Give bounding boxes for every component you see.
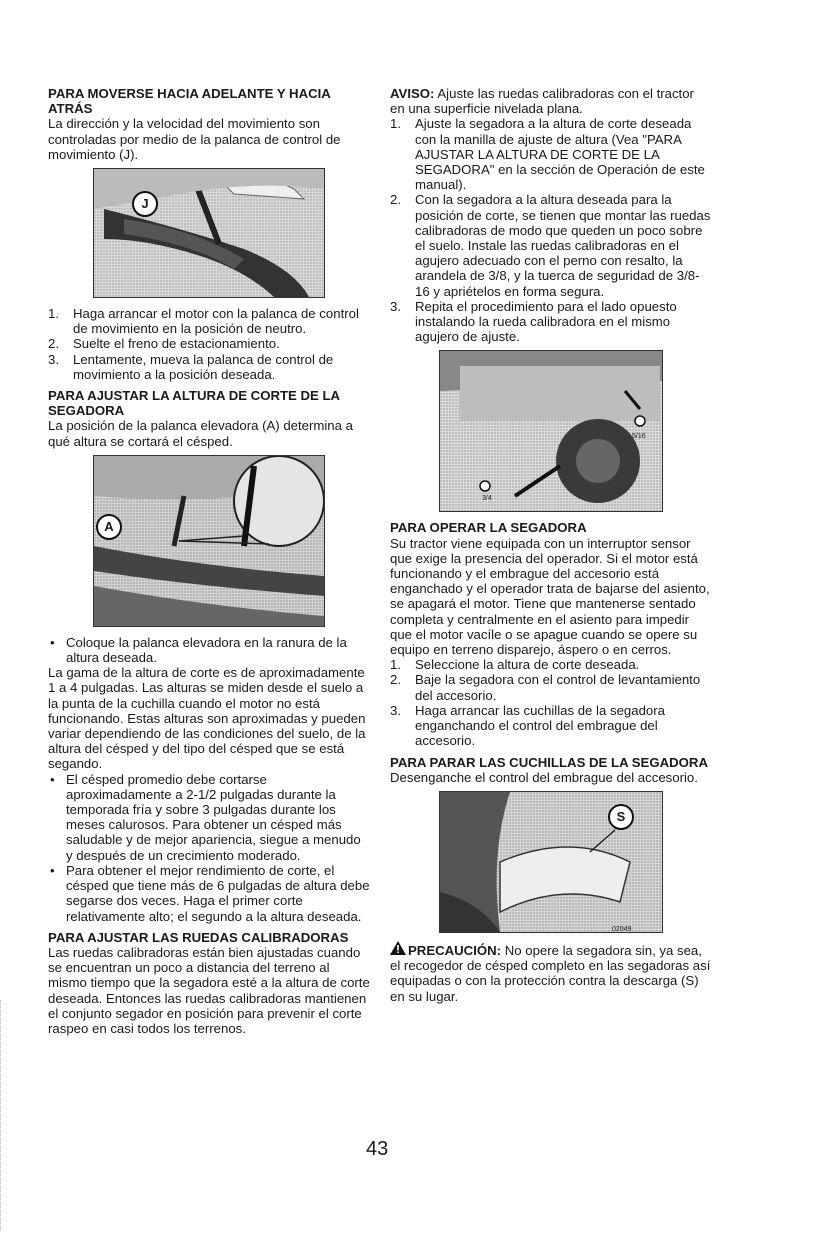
figure-gauge-wheel xyxy=(439,350,663,512)
list-item: 2. Con la segadora a la altura deseada para la posición de corte, se tienen que montar las ruedas calibradoras de modo que queden un poco sobre el suelo. Instale las ruedas calibradoras en el agujero adecuado con el perno con resalto, la arandela de 3/8, y la tuerca de seguridad de 3/8-16 y apriételos en forma segura. xyxy=(390,192,711,299)
figure-motion-control-lever xyxy=(93,168,325,298)
cutting-height-bullets xyxy=(48,635,370,665)
section-title-gauge-wheels: PARA AJUSTAR LAS RUEDAS CALIBRADORAS xyxy=(48,929,349,945)
cutting-height-tips xyxy=(48,772,370,924)
section-title-operate-mower: PARA OPERAR LA SEGADORA xyxy=(390,520,587,536)
gauge-wheel-steps xyxy=(390,116,712,344)
callout-j: J xyxy=(132,191,158,217)
fig3-label-5-16: 5/16 xyxy=(632,433,646,441)
forward-reverse-steps xyxy=(48,306,370,382)
right-column xyxy=(390,86,712,1004)
scan-margin-mark xyxy=(0,1000,15,1230)
section-title-cutting-height: PARA AJUSTAR LA ALTURA DE CORTE DE LA SEGADORA xyxy=(48,388,340,419)
fig3-label-3-4: 3/4 xyxy=(482,495,492,503)
list-item: • El césped promedio debe cortarse aproximadamente a 2-1/2 pulgadas durante la temporada fría y sobre 3 pulgadas durante los meses calurosos. Para obtener un césped más saludable y de mejor apariencia, siegue a menudo y después de un crecimiento moderado. xyxy=(50,771,361,863)
callout-s: S xyxy=(608,804,634,830)
list-item: 3. Haga arrancar las cuchillas de la segadora enganchando el control del embrague del accesorio. xyxy=(390,702,665,749)
notice-paragraph: AVISO: Ajuste las ruedas calibradoras con el tractor en una superficie nivelada plana. xyxy=(390,86,694,117)
list-item: 3. Lentamente, mueva la palanca de control de movimiento a la posición deseada. xyxy=(48,351,334,382)
list-item: 2. Suelte el freno de estacionamiento. xyxy=(48,336,280,352)
caution-notice: PRECAUCIÓN: No opere la segadora sin, ya sea, el recogedor de césped completo en las segadoras así equipadas o con la protección contra la descarga (S) en su lugar. xyxy=(390,942,711,1004)
callout-a: A xyxy=(96,514,122,540)
section-body-forward-reverse: La dirección y la velocidad del movimiento son controladas por medio de la palanca de control de movimiento (J). xyxy=(48,116,341,162)
left-column xyxy=(48,86,370,1036)
operate-mower-steps xyxy=(390,657,712,748)
section-body-stop-blades: Desenganche el control del embrague del accesorio. xyxy=(390,769,698,785)
list-item: 1. Ajuste la segadora a la altura de corte deseada con la manilla de ajuste de altura (Vea "PARA AJUSTAR LA ALTURA DE CORTE DE LA SEGADORA" en la sección de Operación de este manual). xyxy=(390,116,705,193)
warning-triangle-icon xyxy=(390,941,406,955)
notice-label: AVISO: xyxy=(390,86,435,101)
list-item: • Para obtener el mejor rendimiento de corte, el césped que tiene más de 6 pulgadas de altura debe segarse dos veces. Haga el primer corte relativamente alto; el segundo a la altura deseada. xyxy=(50,862,370,924)
list-item: 3. Repita el procedimiento para el lado opuesto instalando la rueda calibradora en el mismo agujero de ajuste. xyxy=(390,298,677,345)
page-number: 43 xyxy=(366,1138,389,1160)
cutting-height-range-paragraph: La gama de la altura de corte es de aproximadamente 1 a 4 pulgadas. Las alturas se miden desde el suelo a la punta de la cuchilla cuando el motor no está funcionando. Estas alturas son aproximadas y pueden variar dependiendo de las condiciones del suelo, de la altura del césped y del tipo del césped que se está segando. xyxy=(48,665,366,772)
list-item: • Coloque la palanca elevadora en la ranura de la altura deseada. xyxy=(50,634,347,666)
list-item: 2. Baje la segadora con el control de levantamiento del accesorio. xyxy=(390,672,701,703)
figure-lift-lever xyxy=(93,455,325,627)
figure-discharge-guard xyxy=(439,791,663,933)
section-title-forward-reverse: PARA MOVERSE HACIA ADELANTE Y HACIA ATRÁS xyxy=(48,86,331,117)
section-body-gauge-wheels: Las ruedas calibradoras están bien ajustadas cuando se encuentran un poco a distancia del terreno al mismo tiempo que la segadora esté a la altura de corte deseada. Entonces las ruedas calibradoras mantienen el conjunto segador en posición para prevenir el corte raspeo en casi todos los terrenos. xyxy=(48,944,370,1036)
caution-label: PRECAUCIÓN: xyxy=(408,942,502,958)
list-item: 1. Haga arrancar el motor con la palanca de control de movimiento en la posición de neutro. xyxy=(48,306,359,337)
section-body-operate-mower: Su tractor viene equipada con un interruptor sensor que exige la presencia del operador. Si el motor está funcionando y el embrague del accesorio está enganchado y el operador trata de bajarse del asiento, se apagará el motor. Tiene que mantenerse sentado completa y centralmente en el asiento para impedir que el motor vacíle o se apague cuando se opere su equipo en terreno disparejo, áspero o en cerros. xyxy=(390,535,710,658)
section-body-cutting-height: La posición de la palanca elevadora (A) determina a qué altura se cortará el césped. xyxy=(48,418,353,449)
section-title-stop-blades: PARA PARAR LAS CUCHILLAS DE LA SEGADORA xyxy=(390,754,708,770)
list-item: 1. Seleccione la altura de corte deseada. xyxy=(390,657,640,673)
fig4-code: 02049 xyxy=(612,925,632,933)
